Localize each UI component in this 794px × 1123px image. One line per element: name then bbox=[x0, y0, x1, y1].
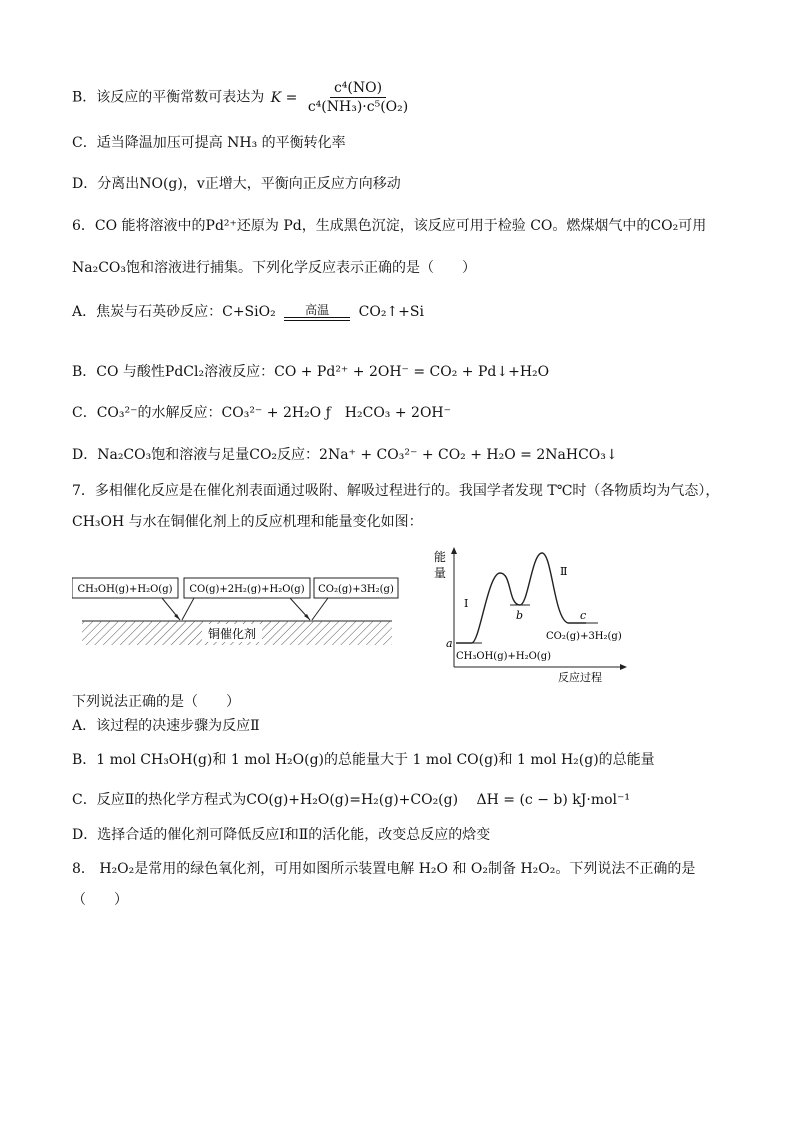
point-b-label: b bbox=[516, 609, 524, 622]
y-axis-label-1: 能 bbox=[434, 550, 447, 564]
x-axis-label: 反应过程 bbox=[558, 671, 602, 684]
option-5b-text: B．该反应的平衡常数可表达为 bbox=[72, 89, 265, 106]
option-6c: C．CO₃²⁻的水解反应：CO₃²⁻ + 2H₂O ƒ H₂CO₃ + 2OH⁻ bbox=[72, 405, 452, 421]
option-7d: D．选择合适的催化剂可降低反应Ⅰ和Ⅱ的活化能，改变总反应的焓变 bbox=[72, 827, 491, 843]
arrow-2 bbox=[182, 598, 194, 620]
start-species-label: CH₃OH(g)+H₂O(g) bbox=[456, 651, 552, 662]
option-7a: A．该过程的决速步骤为反应Ⅱ bbox=[72, 718, 260, 734]
option-6a-right: CO₂↑+Si bbox=[358, 304, 424, 320]
question-7-stem-1: 7．多相催化反应是在催化剂表面通过吸附、解吸过程进行的。我国学者发现 T℃时（各物质均为气态）， bbox=[72, 483, 720, 499]
option-5b-K: K = bbox=[270, 89, 298, 106]
option-7c: C．反应Ⅱ的热化学方程式为CO(g)+H₂O(g)=H₂(g)+CO₂(g) ΔH = (c − b) kJ·mol⁻¹ bbox=[72, 792, 631, 808]
question-8-stem-1: 8． H₂O₂是常用的绿色氧化剂，可用如图所示装置电解 H₂O 和 O₂制备 H₂O₂。下列说法不正确的是 bbox=[72, 861, 696, 877]
option-6b: B．CO 与酸性PdCl₂溶液反应：CO + Pd²⁺ + 2OH⁻ = CO₂ + Pd↓+H₂O bbox=[72, 364, 550, 380]
fraction-numerator: c⁴(NO) bbox=[330, 79, 386, 98]
option-7b: B．1 mol CH₃OH(g)和 1 mol H₂O(g)的总能量大于 1 mol CO(g)和 1 mol H₂(g)的总能量 bbox=[72, 752, 655, 768]
reaction-condition-arrow bbox=[284, 303, 350, 321]
arrow-4 bbox=[312, 598, 328, 620]
question-6-stem-2: Na₂CO₃饱和溶液进行捕集。下列化学反应表示正确的是（ ） bbox=[72, 260, 477, 276]
question-8-stem-2: （ ） bbox=[72, 892, 128, 908]
question-6-stem-1: 6．CO 能将溶液中的Pd²⁺还原为 Pd，生成黑色沉淀，该反应可用于检验 CO。燃煤烟气中的CO₂可用 bbox=[72, 218, 707, 234]
stage-2-label: Ⅱ bbox=[560, 565, 568, 578]
question-7-stem-2: CH₃OH 与水在铜催化剂上的反应机理和能量变化如图： bbox=[72, 514, 423, 530]
option-6a bbox=[72, 302, 424, 322]
energy-diagram bbox=[428, 545, 628, 685]
equilibrium-constant-fraction bbox=[304, 79, 412, 116]
option-5c: C．适当降温加压可提高 NH₃ 的平衡转化率 bbox=[72, 135, 346, 151]
option-5b bbox=[72, 79, 414, 116]
mechanism-box-2-label: CO(g)+2H₂(g)+H₂O(g) bbox=[189, 584, 305, 595]
mechanism-box-1-label: CH₃OH(g)+H₂O(g) bbox=[77, 584, 173, 595]
mechanism-box-3-label: CO₂(g)+3H₂(g) bbox=[318, 584, 394, 595]
question-7-prompt: 下列说法正确的是（ ） bbox=[72, 694, 240, 710]
catalyst-label: 铜催化剂 bbox=[207, 627, 257, 641]
point-a-label: a bbox=[446, 637, 453, 650]
stage-1-label: Ⅰ bbox=[464, 597, 469, 610]
end-species-label: CO₂(g)+3H₂(g) bbox=[546, 631, 622, 642]
option-5d: D．分离出NO(g)，v正增大，平衡向正反应方向移动 bbox=[72, 176, 401, 192]
option-6a-left: A．焦炭与石英砂反应：C+SiO₂ bbox=[72, 304, 276, 320]
fraction-denominator: c⁴(NH₃)·c⁵(O₂) bbox=[307, 99, 409, 115]
point-c-label: c bbox=[580, 609, 587, 622]
y-axis-label-2: 量 bbox=[434, 566, 447, 580]
mechanism-diagram bbox=[72, 574, 402, 654]
reaction-condition: 高温 bbox=[305, 303, 330, 317]
option-6d: D．Na₂CO₃饱和溶液与足量CO₂反应：2Na⁺ + CO₃²⁻ + CO₂ + H₂O = 2NaHCO₃↓ bbox=[72, 447, 618, 463]
